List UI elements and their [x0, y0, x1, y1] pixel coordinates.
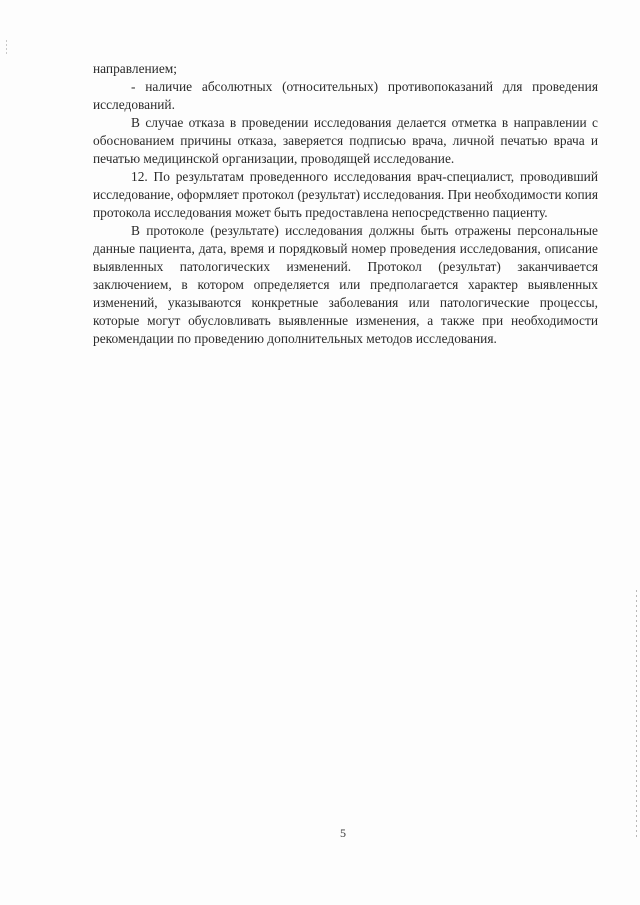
scan-artifact-left	[6, 40, 7, 54]
paragraph-contraindications: - наличие абсолютных (относительных) противопоказаний для проведения исследований.	[93, 79, 598, 112]
document-body	[93, 60, 598, 348]
paragraph-protocol-content: В протоколе (результате) исследования должны быть отражены персональные данные пациента, дата, время и порядковый номер проведения исследования, описание выявленных патологических изменений. Протокол (результат) заканчивается заключением, в котором определяется или предполагается характер выявленных изменений, указываются конкретные заболевания или патологические процессы, которые могут обусловливать выявленные изменения, а также при необходимости рекомендации по проведению дополнительных методов исследования.	[93, 223, 598, 346]
paragraph-protocol: 12. По результатам проведенного исследования врач-специалист, проводивший исследование, оформляет протокол (результат) исследования. При необходимости копия протокола исследования может быть предоставлена непосредственно пациенту.	[93, 169, 598, 220]
page-number: 5	[340, 826, 346, 840]
paragraph-refusal: В случае отказа в проведении исследования делается отметка в направлении с обоснованием причины отказа, заверяется подписью врача, личной печатью врача и печатью медицинской организации, проводящей исследование.	[93, 115, 598, 166]
scan-artifact-right	[636, 590, 637, 840]
paragraph-continuation: направлением;	[93, 61, 177, 76]
